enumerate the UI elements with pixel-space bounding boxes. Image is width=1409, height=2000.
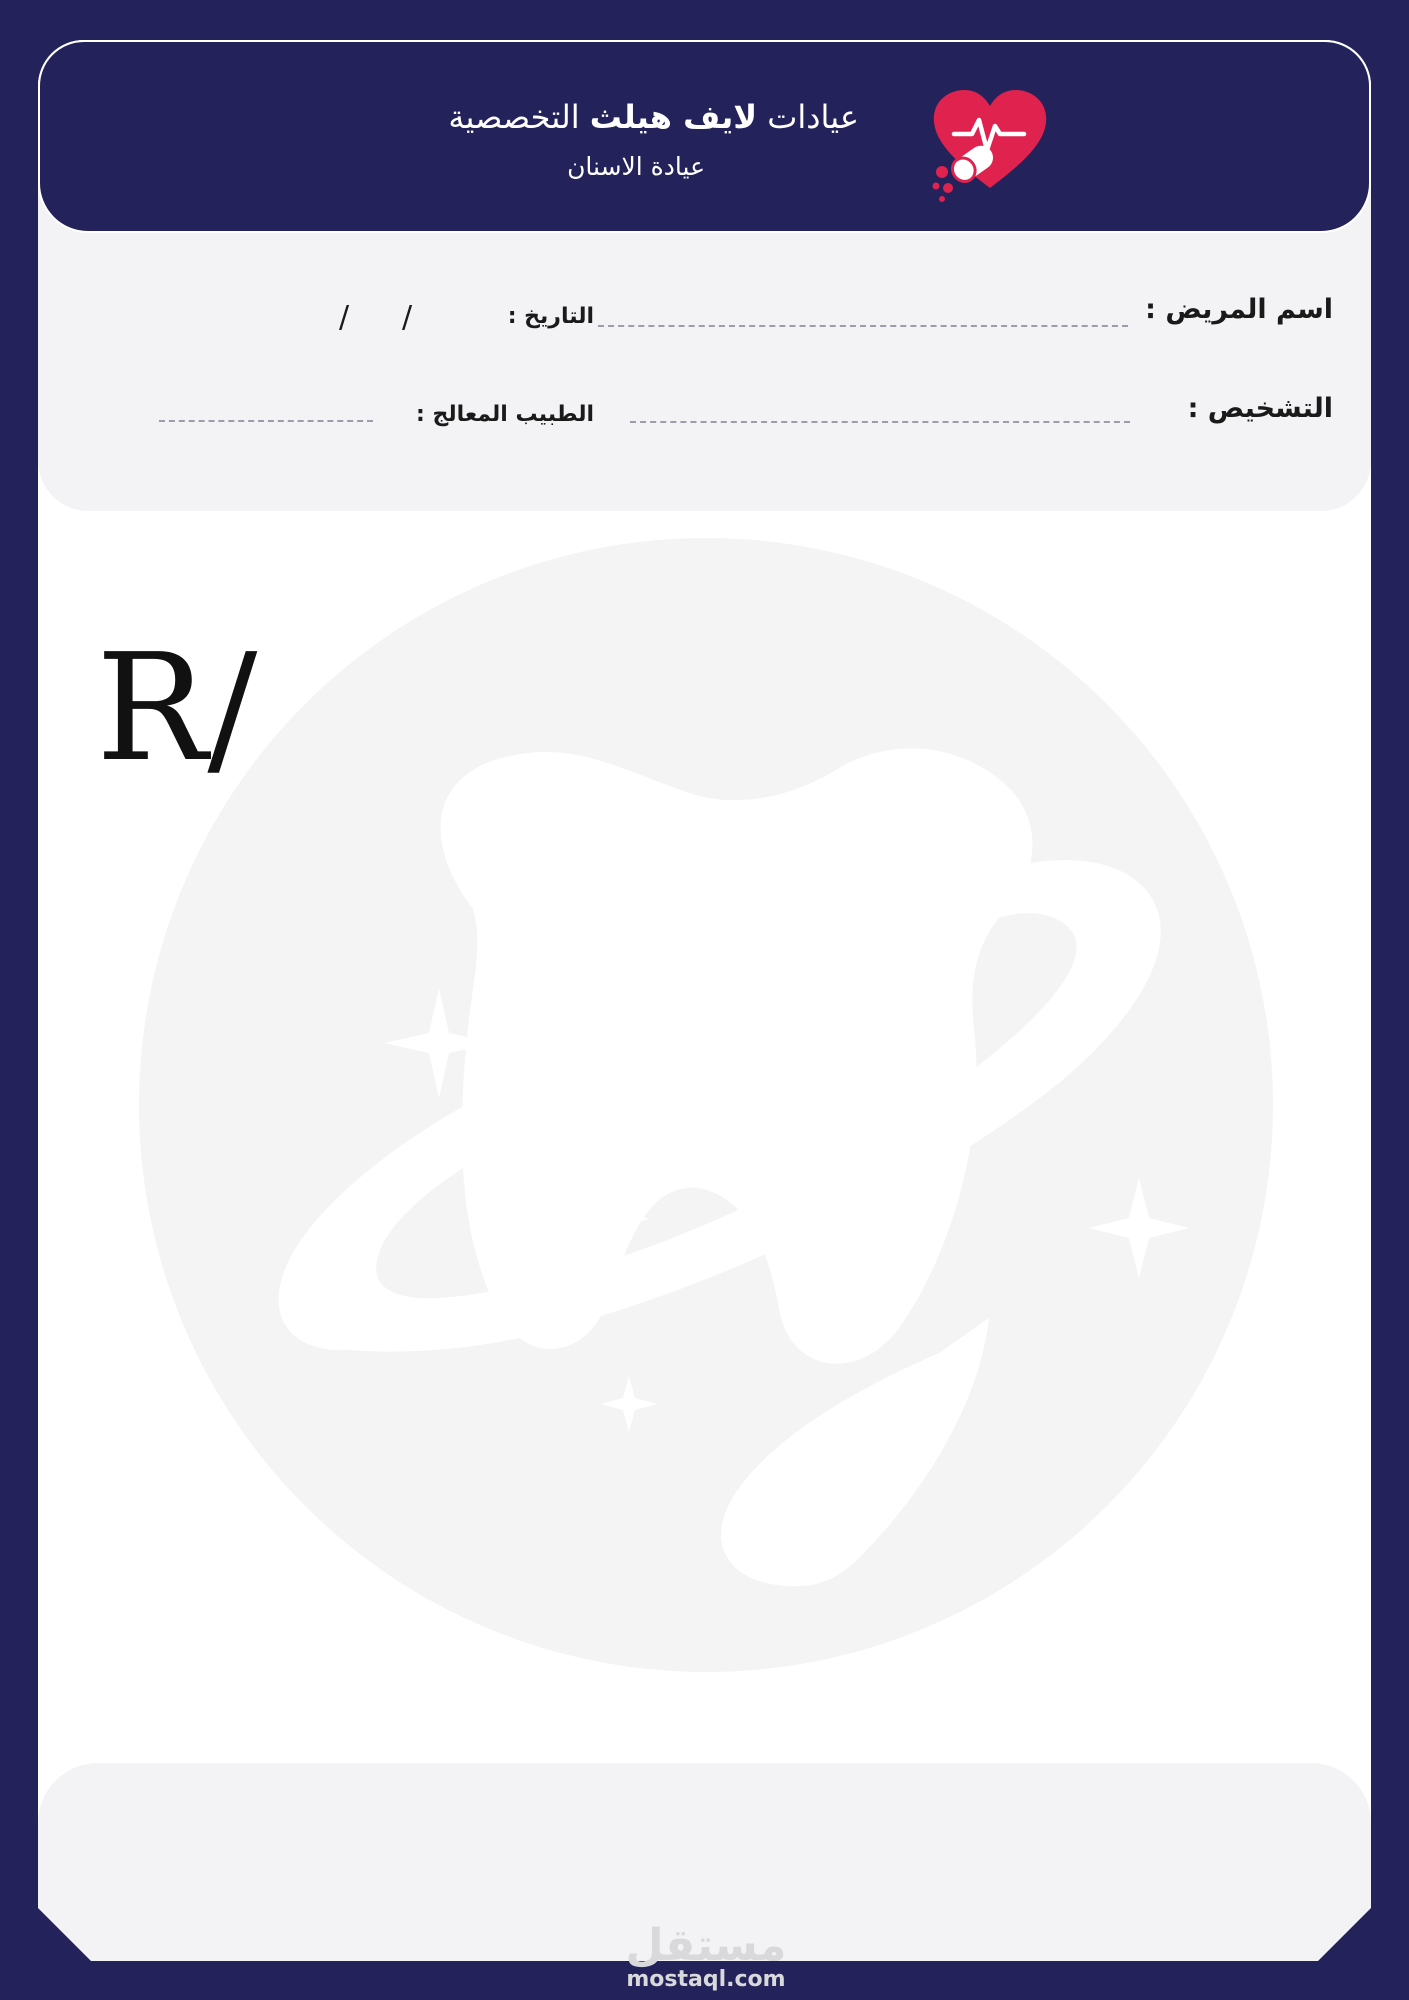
diagnosis-label: التشخيص :: [1187, 393, 1333, 424]
clinic-header: [38, 40, 1371, 233]
clinic-name: [448, 98, 859, 136]
mostaql-brand-latin: mostaql.com: [626, 1967, 786, 1992]
diagnosis-line[interactable]: [630, 421, 1130, 423]
corner-fold-left: [38, 1908, 98, 1968]
clinic-brand-name: لايف هيلث: [589, 98, 758, 136]
date-label: التاريخ :: [507, 304, 594, 329]
heart-pill-pulse-icon: [924, 84, 1056, 200]
treating-doctor-line[interactable]: [159, 420, 373, 422]
department-name: عيادة الاسنان: [567, 152, 705, 181]
clinic-name-prefix: عيادات: [767, 98, 859, 136]
tooth-planet-icon: [139, 538, 1273, 1672]
date-separator-2: /: [339, 300, 350, 335]
date-separator-1: /: [402, 300, 413, 335]
patient-name-line[interactable]: [598, 325, 1128, 327]
treating-doctor-label: الطبيب المعالج :: [416, 402, 594, 427]
corner-fold-right: [1311, 1908, 1371, 1968]
clinic-name-suffix: التخصصية: [448, 98, 580, 136]
mostaql-brand-arabic: مستقل: [625, 1920, 787, 1971]
prescription-page: [38, 40, 1371, 1992]
mostaql-brand: [616, 1920, 796, 1992]
prescription-symbol: R/: [96, 622, 258, 794]
patient-name-label: اسم المريض :: [1145, 294, 1333, 325]
